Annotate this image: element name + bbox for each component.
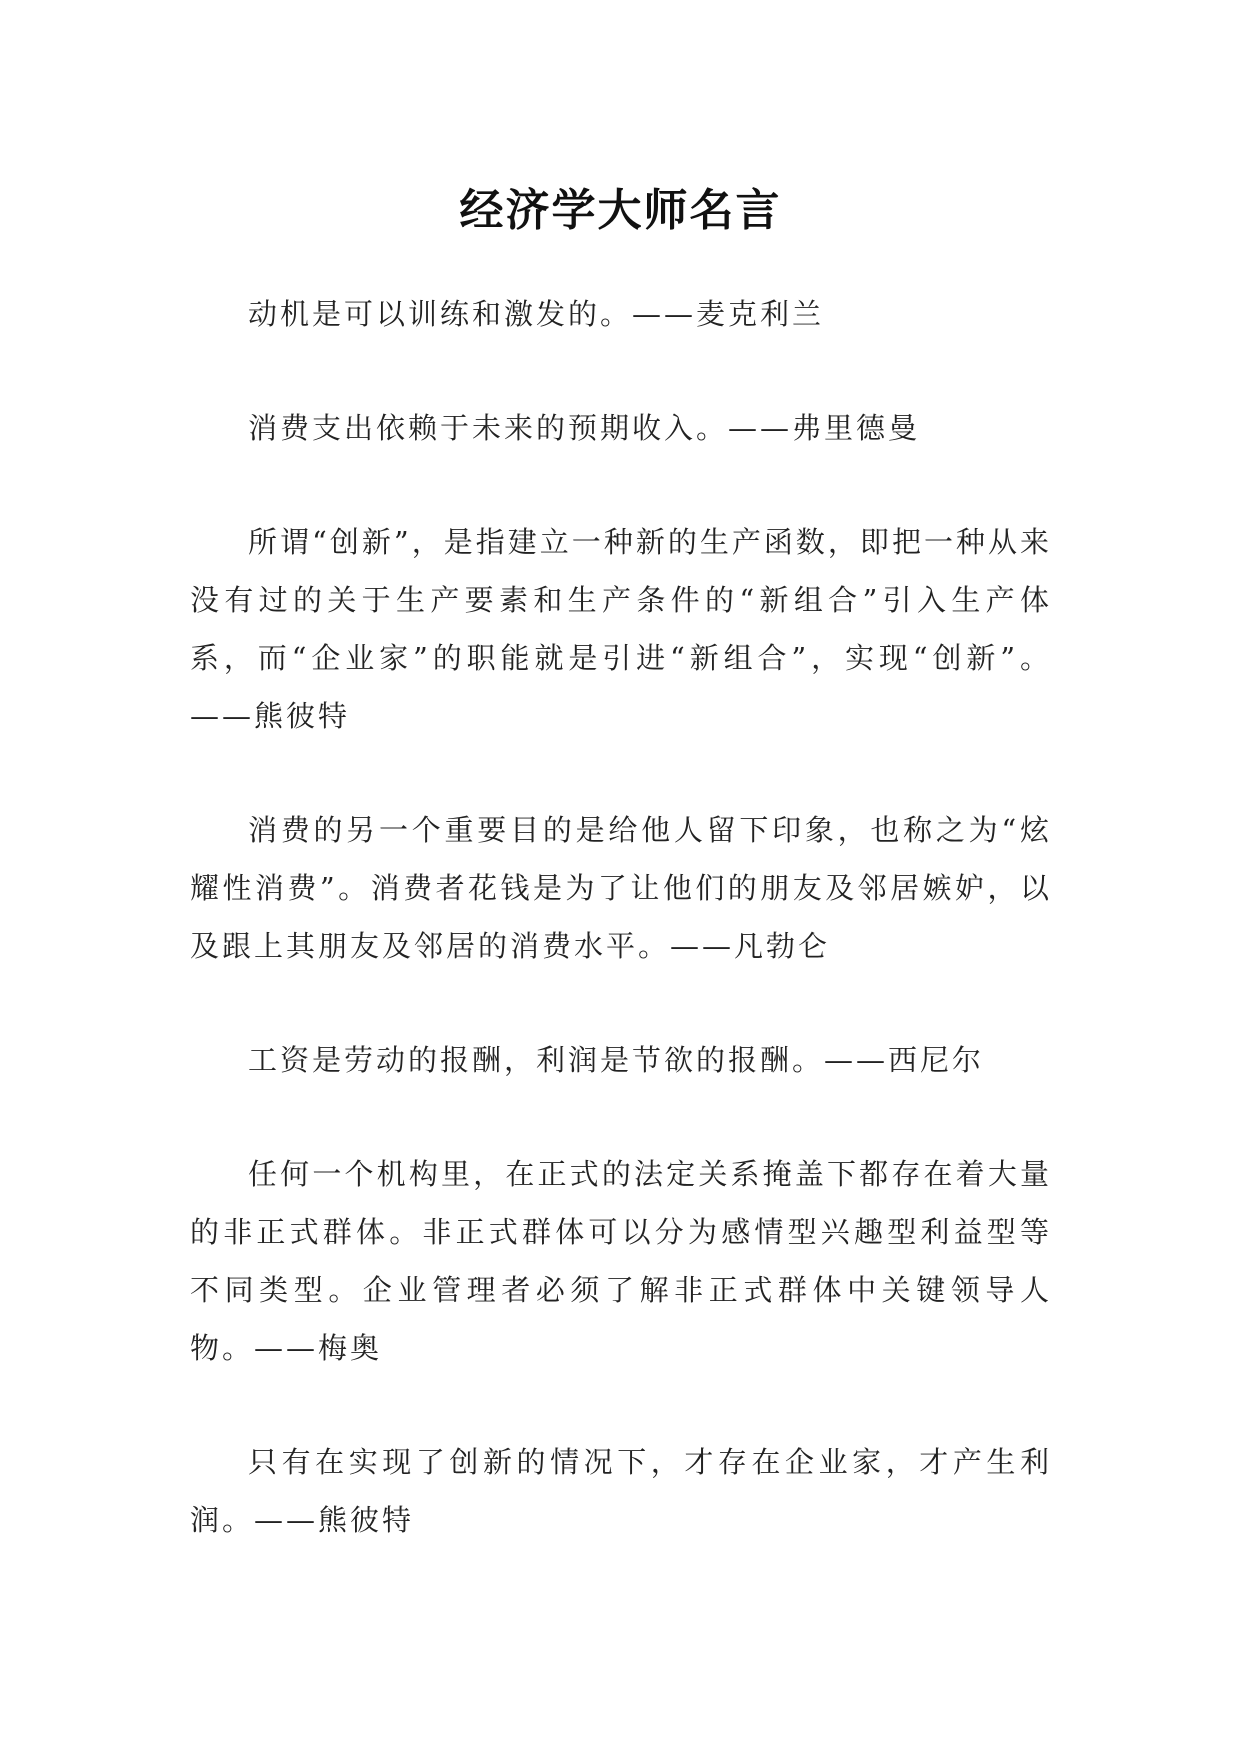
- quote-paragraph: 动机是可以训练和激发的。——麦克利兰: [248, 297, 825, 331]
- quote-paragraph: 消费的另一个重要目的是给他人留下印象，也称之为“炫耀性消费”。消费者花钱是为了让他们的朋友及邻居嫉妒，以及跟上其朋友及邻居的消费水平。——凡勃仑: [190, 813, 1052, 963]
- page-title: 经济学大师名言: [459, 185, 782, 237]
- quote-paragraph: 只有在实现了创新的情况下，才存在企业家，才产生利润。——熊彼特: [190, 1445, 1052, 1537]
- quote-paragraph: 消费支出依赖于未来的预期收入。——弗里德曼: [248, 411, 921, 445]
- quote-list: [190, 285, 1052, 1605]
- quote-paragraph: 工资是劳动的报酬，利润是节欲的报酬。——西尼尔: [248, 1043, 985, 1077]
- quote-paragraph: 所谓“创新”，是指建立一种新的生产函数，即把一种从来没有过的关于生产要素和生产条件的“新组合”引入生产体系，而“企业家”的职能就是引进“新组合”，实现“创新”。——熊彼特: [190, 525, 1052, 733]
- quote-paragraph: 任何一个机构里，在正式的法定关系掩盖下都存在着大量的非正式群体。非正式群体可以分为感情型兴趣型利益型等不同类型。企业管理者必须了解非正式群体中关键领导人物。——梅奥: [190, 1157, 1052, 1365]
